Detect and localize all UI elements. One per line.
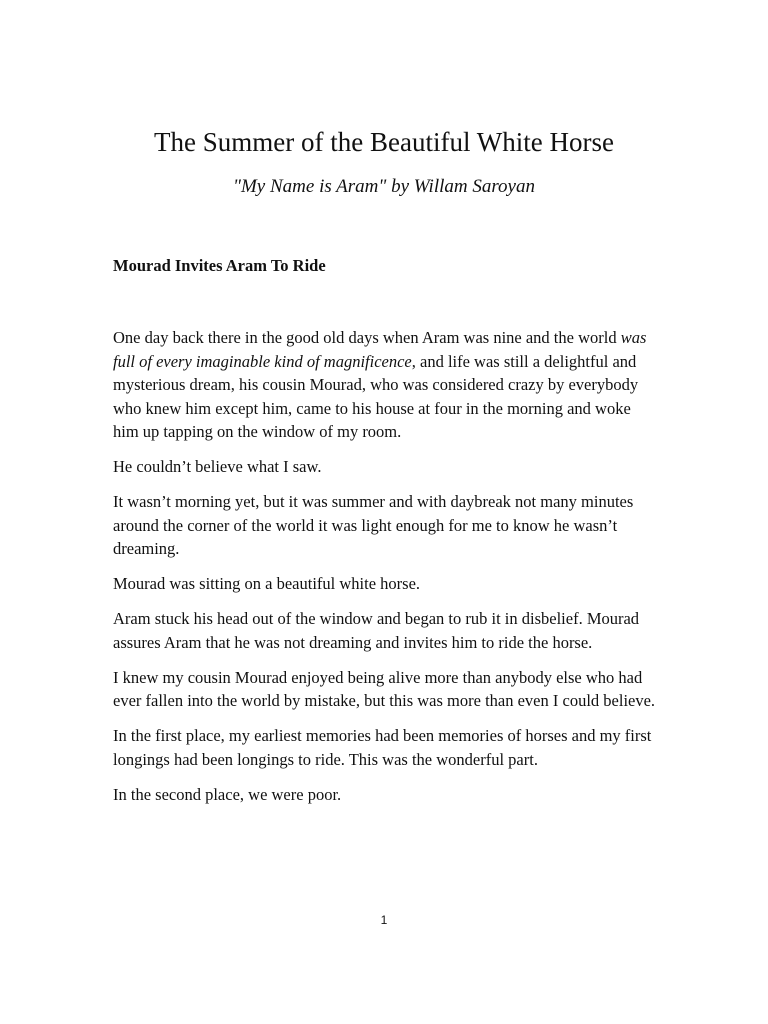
paragraph: I knew my cousin Mourad enjoyed being alive more than anybody else who had ever fallen into the world by mistake, but this was more than even I could believe. [113, 667, 656, 710]
body-text [113, 326, 658, 818]
paragraph-text: , and life was still a delightful and mysterious dream, his cousin Mourad, who was considered crazy by everybody who knew him except him, came to his house at four in the morning and woke him up tapping on the window of my room. [113, 351, 639, 441]
paragraph: Aram stuck his head out of the window and began to rub it in disbelief. Mourad assures Aram that he was not dreaming and invites him to ride the horse. [113, 609, 640, 652]
document-title: The Summer of the Beautiful White Horse [154, 127, 614, 157]
paragraph [113, 326, 658, 444]
paragraph: He couldn’t believe what I saw. [113, 457, 322, 476]
document-subtitle: "My Name is Aram" by Willam Saroyan [233, 176, 535, 197]
italic-phrase: was full of every imaginable kind of magnificence [113, 328, 647, 371]
page-number: 1 [380, 913, 388, 927]
paragraph: Mourad was sitting on a beautiful white horse. [113, 574, 421, 593]
paragraph: In the first place, my earliest memories had been memories of horses and my first longings had been longings to ride. This was the wonderful part. [113, 726, 652, 769]
paragraph-text: One day back there in the good old days when Aram was nine and the world [113, 328, 621, 347]
paragraph: In the second place, we were poor. [113, 784, 342, 804]
paragraph: It wasn’t morning yet, but it was summer and with daybreak not many minutes around the corner of the world it was light enough for me to know he wasn’t dreaming. [113, 492, 634, 558]
section-heading: Mourad Invites Aram To Ride [113, 256, 326, 275]
